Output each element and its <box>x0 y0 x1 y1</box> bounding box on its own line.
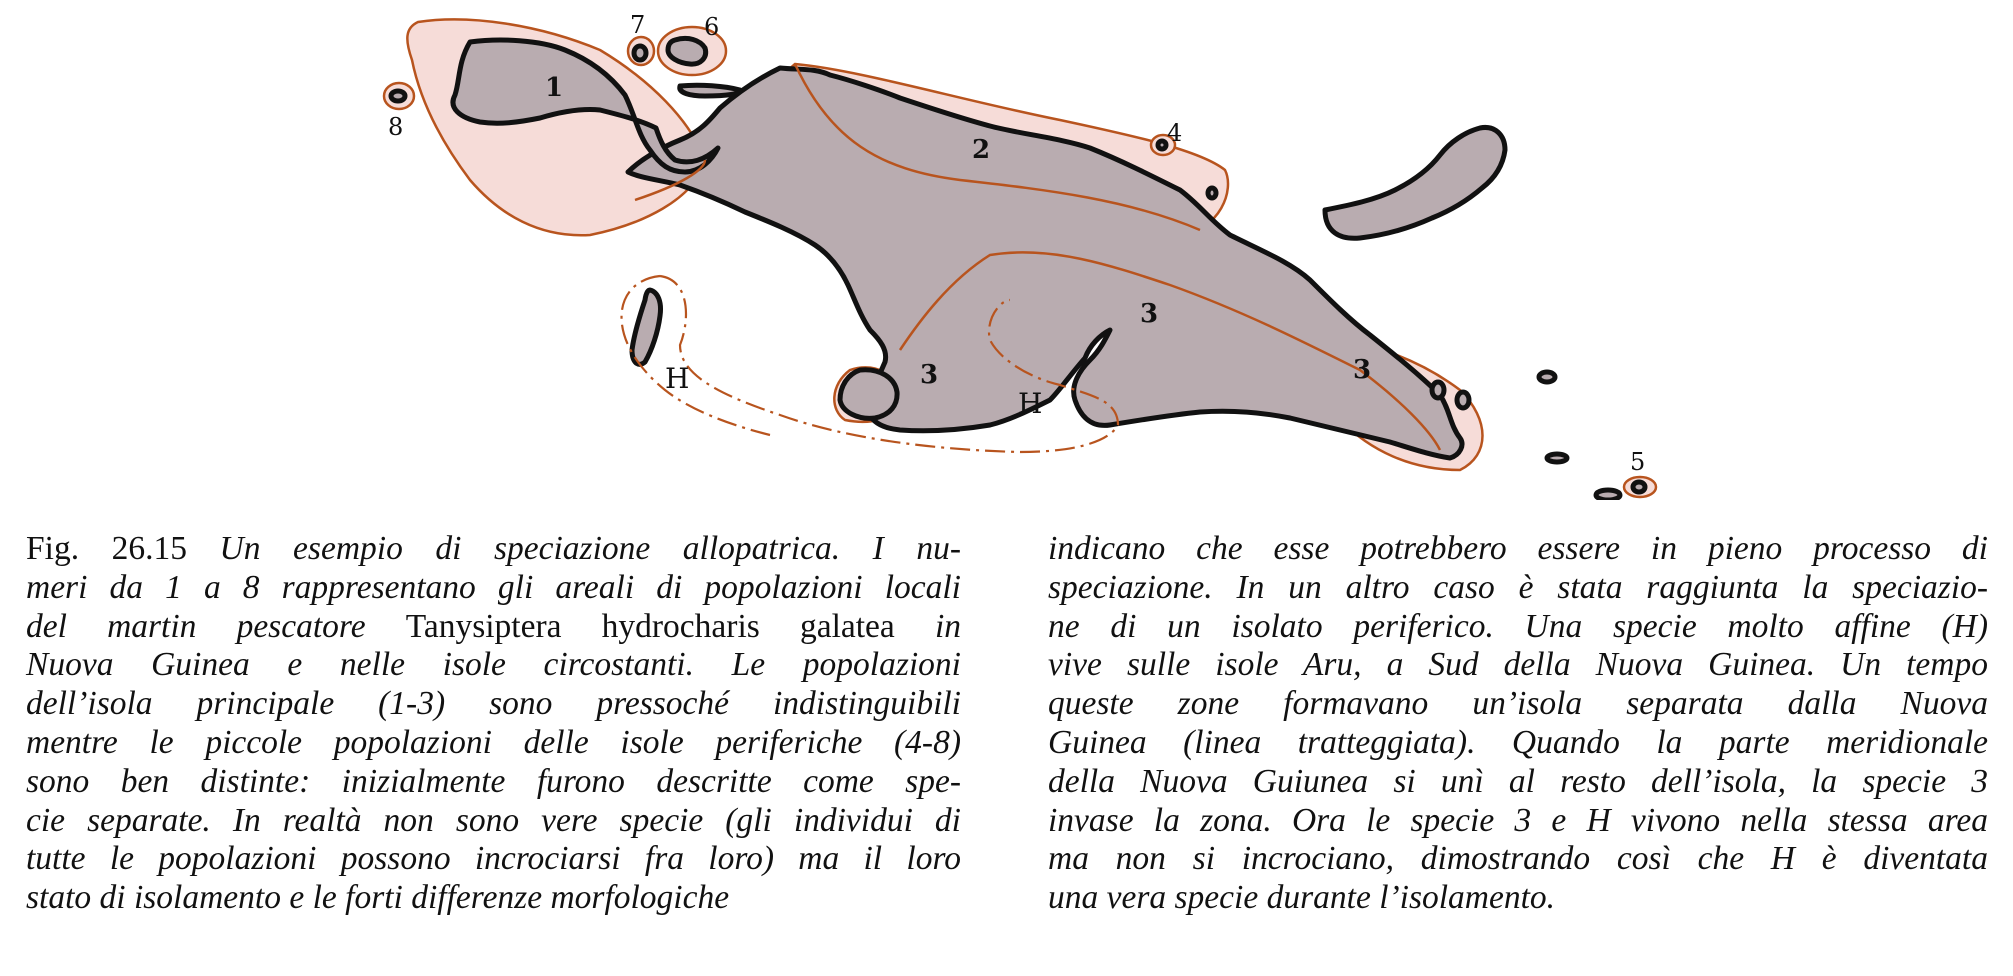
new-britain-island <box>1325 127 1505 238</box>
caption-text: invase la zona. Ora le specie 3 e H vivono nella stessa area <box>1048 801 1988 839</box>
small-island-f <box>1596 490 1620 500</box>
caption-line <box>1048 530 1988 569</box>
caption-text: in <box>934 607 961 645</box>
caption-line <box>26 840 961 879</box>
caption-text: Un esempio di speciazione allopatrica. I nu- <box>219 530 961 567</box>
caption-line <box>26 569 961 608</box>
caption-text: ma non si incrociano, dimostrando così che H è diventata <box>1048 840 1988 878</box>
label-3-east: 3 <box>1353 355 1372 385</box>
label-6: 6 <box>704 13 720 41</box>
caption-line <box>1048 685 1988 724</box>
small-island-4 <box>1158 141 1166 149</box>
caption-line <box>26 763 961 802</box>
caption-text: indicano che esse potrebbero essere in pieno processo di <box>1048 530 1988 567</box>
caption-text: stato di isolamento e le forti differenze morfologiche <box>26 879 730 917</box>
caption-text: dell’isola principale (1-3) sono pressoché indistinguibili <box>26 685 961 723</box>
caption-line <box>26 879 961 918</box>
caption-text: ne di un isolato periferico. Una specie molto affine (H) <box>1048 607 1988 645</box>
caption-text: Tanysiptera hydrocharis galatea <box>405 607 935 645</box>
small-island-d <box>1539 372 1555 382</box>
caption-text: vive sulle isole Aru, a Sud della Nuova Guinea. Un tempo <box>1048 646 1988 684</box>
caption-text: della Nuova Guiunea si unì al resto dell’isola, la specie 3 <box>1048 762 1988 800</box>
caption-text: tutte le popolazioni possono incrociarsi fra loro) ma il loro <box>26 840 961 878</box>
label-3-center: 3 <box>1140 299 1159 329</box>
caption-left-column <box>26 530 961 918</box>
caption-line <box>26 724 961 763</box>
caption-right-column <box>1048 530 1988 918</box>
label-h-south: H <box>1018 387 1043 420</box>
land-masses <box>391 38 1645 500</box>
small-island-c <box>1457 392 1469 408</box>
label-h-aru: H <box>665 362 690 395</box>
small-island-bar <box>680 85 740 96</box>
caption-line <box>1048 802 1988 841</box>
caption-text: speciazione. In un altro caso è stata raggiunta la speciazio- <box>1048 568 1988 606</box>
caption-text: del martin pescatore <box>26 607 406 645</box>
small-island-5 <box>1633 482 1645 492</box>
small-island-e <box>1547 454 1567 462</box>
caption-line <box>1048 879 1988 918</box>
caption-line <box>1048 646 1988 685</box>
caption-line <box>26 802 961 841</box>
caption-line <box>1048 763 1988 802</box>
caption-line <box>1048 569 1988 608</box>
small-island-8 <box>391 91 405 101</box>
waigeo-island <box>668 38 706 64</box>
caption-text: Nuova Guinea e nelle isole circostanti. Le popolazioni <box>26 646 961 684</box>
small-island-b <box>1432 382 1444 398</box>
small-island-7 <box>634 46 646 60</box>
label-8: 8 <box>388 113 404 141</box>
caption-text: meri da 1 a 8 rappresentano gli areali di popolazioni locali <box>26 568 961 606</box>
label-7: 7 <box>630 11 646 39</box>
caption-line <box>1048 608 1988 647</box>
caption-line <box>26 608 961 647</box>
caption-line <box>26 646 961 685</box>
label-3-south: 3 <box>920 360 939 390</box>
label-5: 5 <box>1630 448 1646 476</box>
caption-text: sono ben distinte: inizialmente furono descritte come spe- <box>26 762 961 800</box>
south-coast-island <box>840 370 897 419</box>
caption-text: cie separate. In realtà non sono vere specie (gli individui di <box>26 801 961 839</box>
label-1: 1 <box>545 73 564 103</box>
caption-text: Guinea (linea tratteggiata). Quando la parte meridionale <box>1048 723 1988 761</box>
caption-line <box>26 685 961 724</box>
caption-line <box>1048 840 1988 879</box>
label-4: 4 <box>1167 119 1183 147</box>
aru-island <box>632 290 661 364</box>
caption-text: Fig. 26.15 <box>26 530 220 567</box>
caption-line <box>1048 724 1988 763</box>
caption-text: queste zone formavano un’isola separata dalla Nuova <box>1048 685 1988 723</box>
small-island-a <box>1208 188 1216 198</box>
caption-line <box>26 530 961 569</box>
caption-text: una vera specie durante l’isolamento. <box>1048 879 1556 917</box>
label-2: 2 <box>972 135 991 165</box>
caption-text: mentre le piccole popolazioni delle isole periferiche (4-8) <box>26 723 961 761</box>
